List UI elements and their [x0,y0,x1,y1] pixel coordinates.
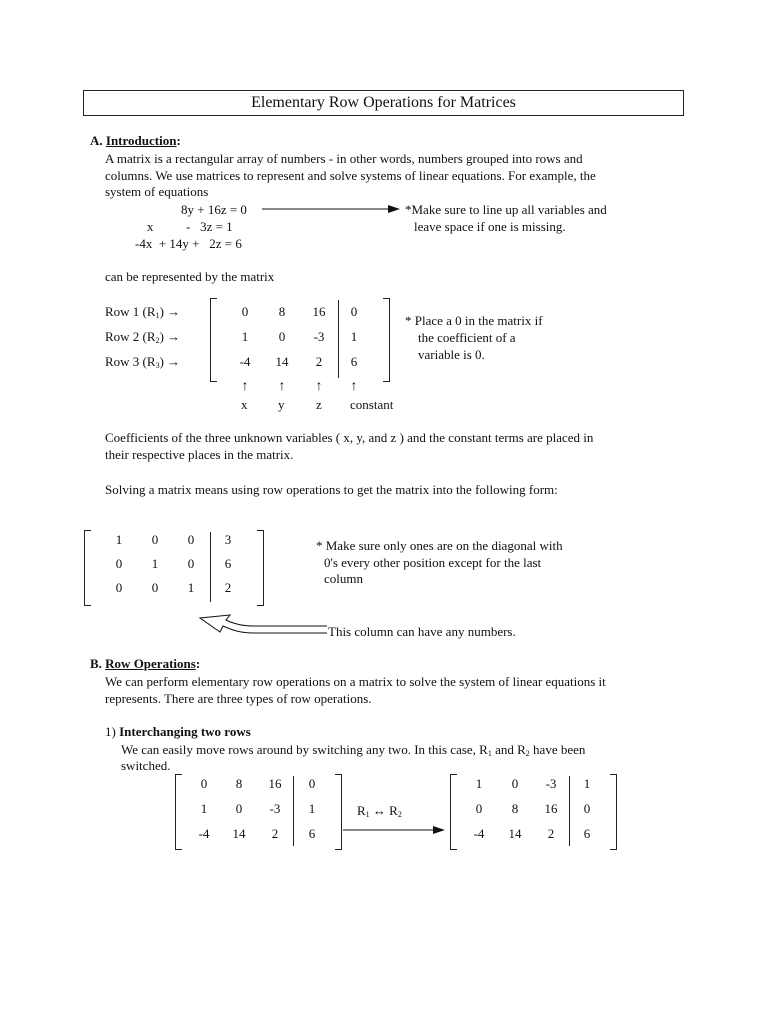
augment-line [293,776,294,846]
matrix-cell: 0 [151,532,159,547]
intro-line: columns. We use matrices to represent and solve systems of linear equations. For example, the [105,167,596,183]
page-title: Elementary Row Operations for Matrices [83,90,684,116]
diagonal-note-line: 0's every other position except for the last [324,554,542,570]
section-a-letter: A. [90,133,103,148]
matrix-right-bracket [335,774,342,850]
transform-arrow-icon [343,824,447,836]
section-a-title: Introduction [105,133,177,148]
note-line-up-1: *Make sure to line up all variables and [405,202,607,217]
matrix-cell: 1 [475,776,483,791]
matrix-left-bracket [450,774,457,850]
matrix-cell: 1 [350,329,358,344]
matrix-cell: 1 [200,801,208,816]
matrix-cell: 0 [187,556,195,571]
matrix-cell: 14 [508,826,522,841]
matrix-cell: 2 [315,354,323,369]
item-1-title: Interchanging two rows [119,724,251,739]
matrix-cell: 14 [275,354,289,369]
matrix-cell: 2 [271,826,279,841]
matrix-cell: 14 [232,826,246,841]
note-zero-3: variable is 0. [418,347,485,362]
matrix-cell: 1 [115,532,123,547]
matrix-cell: 6 [350,354,358,369]
equation-2: x - 3z = 1 [147,219,233,234]
row-ops-paragraph [105,674,606,707]
matrix-cell: 0 [308,776,316,791]
diagonal-note-line: column [324,571,363,586]
matrix-right-bracket [383,298,390,382]
matrix-cell: 6 [224,556,232,571]
matrix-cell: 0 [200,776,208,791]
section-b-heading [90,656,200,672]
matrix-cell: 16 [268,776,282,791]
section-b-colon: : [195,656,201,671]
matrix-cell: 1 [241,329,249,344]
matrix-cell: 1 [583,776,591,791]
swap-operation-label: $R_1$ ↔ $R_2$ [357,803,402,819]
diagonal-note [316,538,563,586]
augment-line [210,532,211,602]
item-1-heading [105,724,251,740]
matrix-cell: 0 [350,304,358,319]
curved-arrow-icon [196,610,328,636]
matrix-cell: 0 [187,532,195,547]
matrix-cell: 6 [583,826,591,841]
matrix-cell: 6 [308,826,316,841]
equation-1: 8y + 16z = 0 [181,202,247,217]
represented-text: can be represented by the matrix [105,269,275,284]
item-1-line-2: switched. [121,758,171,773]
col-label-constant: constant [350,397,394,412]
matrix-right-bracket [257,530,264,606]
matrix-cell: -3 [545,776,557,791]
matrix-cell: 0 [235,801,243,816]
matrix-cell: 3 [224,532,232,547]
pointer-arrow [262,202,402,216]
item-1-line-1: We can easily move rows around by switching any two. In this case, $R_1$ and $R_2$ have been [121,742,586,758]
matrix-right-bracket [610,774,617,850]
matrix-cell: 16 [312,304,326,319]
matrix-left-bracket [84,530,91,606]
matrix-cell: -4 [239,354,251,369]
column-note: This column can have any numbers. [328,624,516,639]
col-label-z: z [316,397,322,412]
matrix-cell: 0 [115,556,123,571]
up-arrow-icon: ↑ [241,379,249,394]
diagonal-note-line: * Make sure only ones are on the diagonal with [316,538,563,553]
row-ops-line: represents. There are three types of row operations. [105,690,372,706]
matrix-cell: 0 [151,580,159,595]
matrix-cell: 0 [278,329,286,344]
matrix-cell: 0 [241,304,249,319]
matrix-cell: -3 [269,801,281,816]
matrix-cell: 1 [151,556,159,571]
coef-line: their respective places in the matrix. [105,446,294,462]
matrix-cell: 1 [308,801,316,816]
up-arrow-icon: ↑ [278,379,286,394]
matrix-cell: 8 [278,304,286,319]
intro-line: system of equations [105,184,209,199]
matrix-cell: 2 [547,826,555,841]
matrix-cell: 0 [511,776,519,791]
matrix-cell: -4 [473,826,485,841]
matrix-cell: 8 [235,776,243,791]
matrix-cell: 0 [115,580,123,595]
section-a-heading [90,133,181,149]
item-1-number: 1) [105,724,116,739]
coef-line: Coefficients of the three unknown variables ( x, y, and z ) and the constant terms are placed in [105,430,594,445]
intro-line: A matrix is a rectangular array of numbers - in other words, numbers grouped into rows and [105,151,583,166]
matrix-cell: 0 [475,801,483,816]
matrix-cell: 16 [544,801,558,816]
row-label-1: Row 1 $(R_1)$ → [105,304,181,320]
matrix-cell: 1 [187,580,195,595]
note-line-up-2: leave space if one is missing. [414,219,566,234]
row-label-3: Row 3 $(R_3)$ → [105,354,181,370]
matrix-left-bracket [175,774,182,850]
section-b-letter: B. [90,656,102,671]
matrix-cell: -3 [313,329,325,344]
coefficients-paragraph [105,430,593,463]
row-ops-line: We can perform elementary row operations on a matrix to solve the system of linear equations it [105,674,606,689]
col-label-x: x [241,397,248,412]
section-a-colon: : [176,133,181,148]
matrix-cell: 2 [224,580,232,595]
up-arrow-icon: ↑ [315,379,323,394]
matrix-left-bracket [210,298,217,382]
up-arrow-icon: ↑ [350,379,358,394]
row-label-2: Row 2 $(R_2)$ → [105,329,181,345]
section-b-title: Row Operations [105,656,196,671]
augment-line [569,776,570,846]
matrix-cell: 0 [583,801,591,816]
matrix-cell: 8 [511,801,519,816]
solving-text: Solving a matrix means using row operations to get the matrix into the following form: [105,482,558,497]
equation-3: -4x + 14y + 2z = 6 [135,236,242,251]
note-zero-2: the coefficient of a [418,330,516,345]
matrix-cell: -4 [198,826,210,841]
note-zero-1: * Place a 0 in the matrix if [405,313,543,328]
intro-paragraph [105,151,596,201]
col-label-y: y [278,397,285,412]
